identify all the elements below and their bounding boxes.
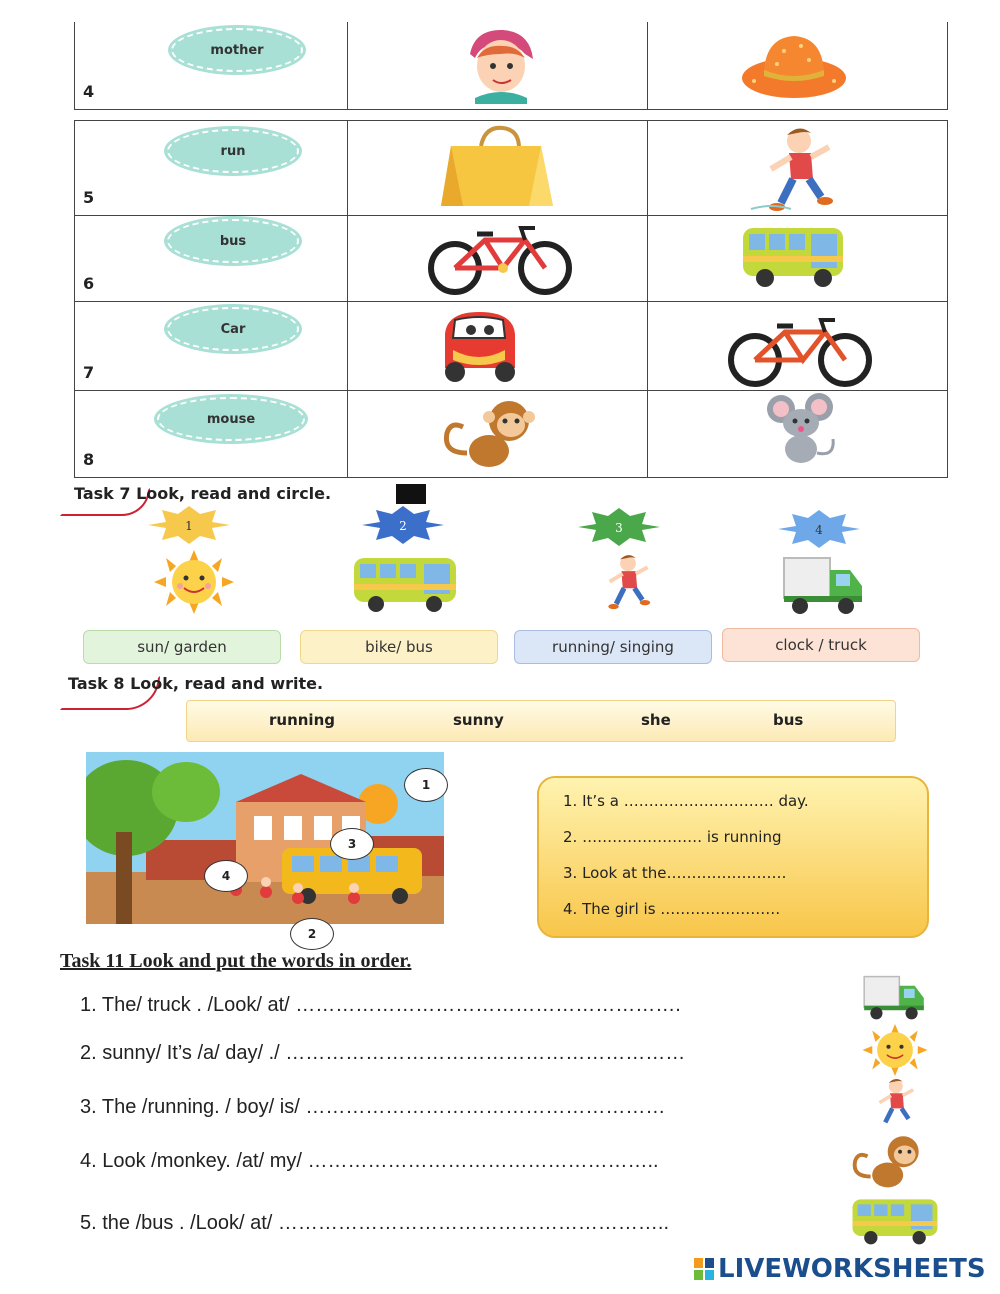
word-bank-item: sunny [453, 711, 504, 729]
number-badge-1 [148, 506, 230, 544]
badge-number: 2 [399, 519, 407, 533]
truck-icon[interactable] [780, 552, 866, 620]
word-bank-item: running [269, 711, 335, 729]
word-bank-item: bus [773, 711, 804, 729]
table-row [75, 216, 947, 302]
mouse-icon[interactable] [759, 393, 845, 469]
order-sentence-3[interactable]: 3. The /running. / boy/ is/ ……………………………………………… [80, 1096, 666, 1118]
sun-icon[interactable] [146, 550, 242, 614]
row-number: 5 [83, 188, 95, 207]
order-sentence-2[interactable]: 2. sunny/ It’s /a/ day/ ./ …………………………………………………… [80, 1042, 686, 1064]
bus-icon[interactable] [350, 554, 460, 614]
badge-number: 3 [615, 521, 623, 535]
bus-icon[interactable] [739, 222, 849, 292]
brand-logo-icon [694, 1258, 714, 1280]
running-boy-icon[interactable] [590, 546, 662, 616]
shopping-bag-icon[interactable] [433, 124, 563, 212]
scene-label-4: 4 [204, 860, 248, 892]
word-oval[interactable]: mouse [157, 397, 305, 441]
bicycle-icon[interactable] [425, 220, 575, 296]
task8-title: Task 8 Look, read and write. [68, 674, 324, 693]
bus-icon [846, 1196, 944, 1246]
hat-icon[interactable] [739, 26, 849, 102]
table-row-4-block [74, 22, 948, 110]
truck-icon [846, 972, 942, 1024]
woman-face-icon[interactable] [455, 24, 545, 104]
option-box-3[interactable]: running/ singing [514, 630, 712, 664]
order-sentence-5[interactable]: 5. the /bus . /Look/ at/ ………………………………………………….. [80, 1212, 670, 1234]
row-number: 6 [83, 274, 95, 293]
word-oval[interactable]: mother [171, 28, 303, 72]
redacted-box [396, 484, 426, 504]
option-box-1[interactable]: sun/ garden [83, 630, 281, 664]
fill-sentence-3[interactable]: 3. Look at the…………………… [563, 864, 787, 882]
running-boy-icon [862, 1074, 926, 1130]
word-oval[interactable]: run [167, 129, 299, 173]
task11-title: Task 11 Look and put the words in order. [60, 950, 412, 972]
fill-in-sentences-box [537, 776, 929, 938]
scene-label-2: 2 [290, 918, 334, 950]
badge-number: 1 [185, 519, 193, 533]
task7-title: Task 7 Look, read and circle. [74, 484, 332, 503]
badge-number: 4 [815, 523, 823, 537]
bicycle-icon[interactable] [725, 312, 875, 388]
word-oval[interactable]: Car [167, 307, 299, 351]
option-box-4[interactable]: clock / truck [722, 628, 920, 662]
word-bank-item: she [641, 711, 671, 729]
order-sentence-4[interactable]: 4. Look /monkey. /at/ my/ …………………………………………….. [80, 1150, 659, 1172]
running-boy-icon[interactable] [741, 123, 851, 213]
scene-label-3: 3 [330, 828, 374, 860]
option-box-2[interactable]: bike/ bus [300, 630, 498, 664]
matching-table [74, 120, 948, 478]
number-badge-2 [362, 506, 444, 544]
scene-label-1: 1 [404, 768, 448, 802]
row-number: 8 [83, 450, 95, 469]
monkey-icon[interactable] [437, 393, 547, 473]
sun-icon [850, 1024, 940, 1076]
fill-sentence-1[interactable]: 1. It’s a ………………………… day. [563, 792, 809, 810]
brand-wordmark: LIVEWORKSHEETS [718, 1254, 986, 1284]
school-scene-picture [86, 752, 446, 942]
table-row [75, 391, 947, 477]
number-badge-4 [778, 510, 860, 548]
number-badge-3 [578, 508, 660, 546]
table-row [75, 121, 947, 216]
car-icon[interactable] [431, 306, 527, 386]
word-oval[interactable]: bus [167, 219, 299, 263]
row-number: 7 [83, 363, 95, 382]
fill-sentence-4[interactable]: 4. The girl is …………………… [563, 900, 781, 918]
fill-sentence-2[interactable]: 2. …………………… is running [563, 828, 782, 846]
word-bank [186, 700, 896, 742]
row-number: 4 [83, 82, 95, 101]
order-sentence-1[interactable]: 1. The/ truck . /Look/ at/ …………………………………………………. [80, 994, 681, 1016]
table-row [75, 302, 947, 391]
monkey-icon [840, 1130, 940, 1192]
